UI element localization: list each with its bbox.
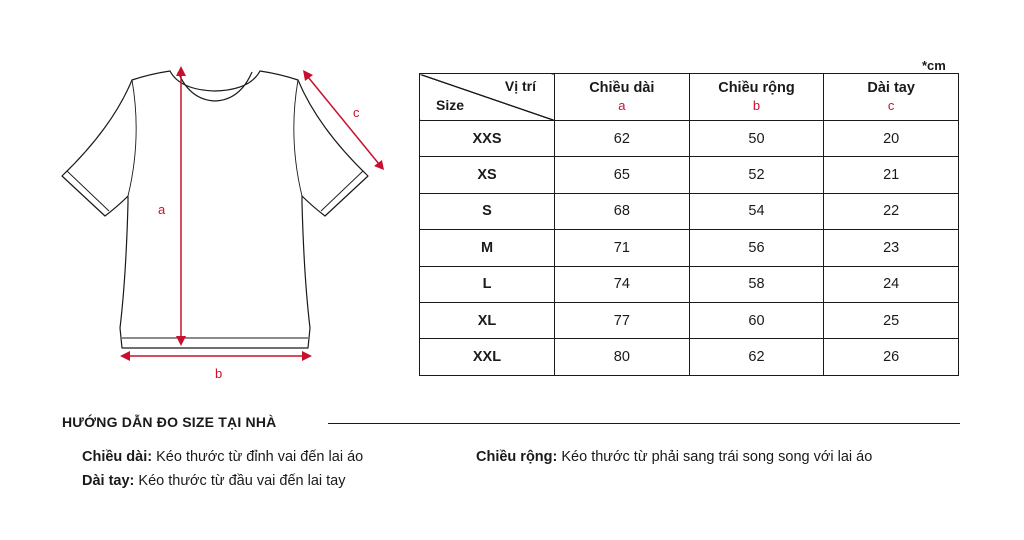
sleeve-label: Dài tay: [82, 473, 135, 489]
table-row [420, 121, 959, 157]
column-header-length [555, 74, 690, 121]
column-key: b [752, 98, 761, 113]
size-cell: M [420, 230, 555, 266]
size-cell: XXL [420, 339, 555, 375]
value-cell: 25 [824, 302, 959, 338]
table-row [420, 157, 959, 193]
value-cell: 24 [824, 266, 959, 302]
length-text: Kéo thước từ đỉnh vai đến lai áo [152, 449, 364, 465]
value-cell: 60 [689, 302, 824, 338]
table-header-row [420, 74, 959, 121]
size-table [419, 73, 959, 376]
size-cell: S [420, 193, 555, 229]
column-title: Chiều dài [589, 80, 655, 96]
width-text: Kéo thước từ phải sang trái song song với lai áo [557, 449, 873, 465]
value-cell: 68 [555, 193, 690, 229]
sleeve-instruction [82, 473, 345, 489]
value-cell: 62 [689, 339, 824, 375]
table-row [420, 193, 959, 229]
size-cell: XS [420, 157, 555, 193]
column-header-width [689, 74, 824, 121]
column-key: c [887, 98, 895, 113]
value-cell: 62 [555, 121, 690, 157]
width-instruction [476, 449, 872, 465]
corner-position-label: Vị trí [504, 78, 536, 94]
length-label: Chiều dài: [82, 449, 153, 465]
sleeve-text: Kéo thước từ đầu vai đến lai tay [134, 473, 346, 489]
value-cell: 22 [824, 193, 959, 229]
value-cell: 54 [689, 193, 824, 229]
table-row [420, 266, 959, 302]
label-b: b [215, 366, 223, 381]
value-cell: 52 [689, 157, 824, 193]
guide-title: HƯỚNG DẪN ĐO SIZE TẠI NHÀ [62, 414, 277, 430]
value-cell: 80 [555, 339, 690, 375]
value-cell: 65 [555, 157, 690, 193]
value-cell: 26 [824, 339, 959, 375]
column-title: Chiều rộng [718, 80, 795, 96]
column-key: a [618, 98, 626, 113]
value-cell: 58 [689, 266, 824, 302]
value-cell: 77 [555, 302, 690, 338]
table-corner-cell [420, 74, 555, 121]
table-row [420, 230, 959, 266]
corner-size-label: Size [436, 97, 465, 113]
value-cell: 21 [824, 157, 959, 193]
length-instruction [82, 449, 363, 465]
value-cell: 74 [555, 266, 690, 302]
column-title: Dài tay [867, 80, 915, 96]
value-cell: 71 [555, 230, 690, 266]
size-cell: XXS [420, 121, 555, 157]
value-cell: 20 [824, 121, 959, 157]
size-cell: L [420, 266, 555, 302]
table-row [420, 302, 959, 338]
tshirt-diagram [50, 58, 400, 388]
unit-note: *cm [922, 58, 946, 73]
label-c: c [353, 105, 360, 120]
width-label: Chiều rộng: [476, 449, 558, 465]
size-cell: XL [420, 302, 555, 338]
table-row [420, 339, 959, 375]
label-a: a [158, 202, 166, 217]
column-header-sleeve [824, 74, 959, 121]
value-cell: 50 [689, 121, 824, 157]
guide-divider [328, 423, 960, 424]
value-cell: 23 [824, 230, 959, 266]
value-cell: 56 [689, 230, 824, 266]
